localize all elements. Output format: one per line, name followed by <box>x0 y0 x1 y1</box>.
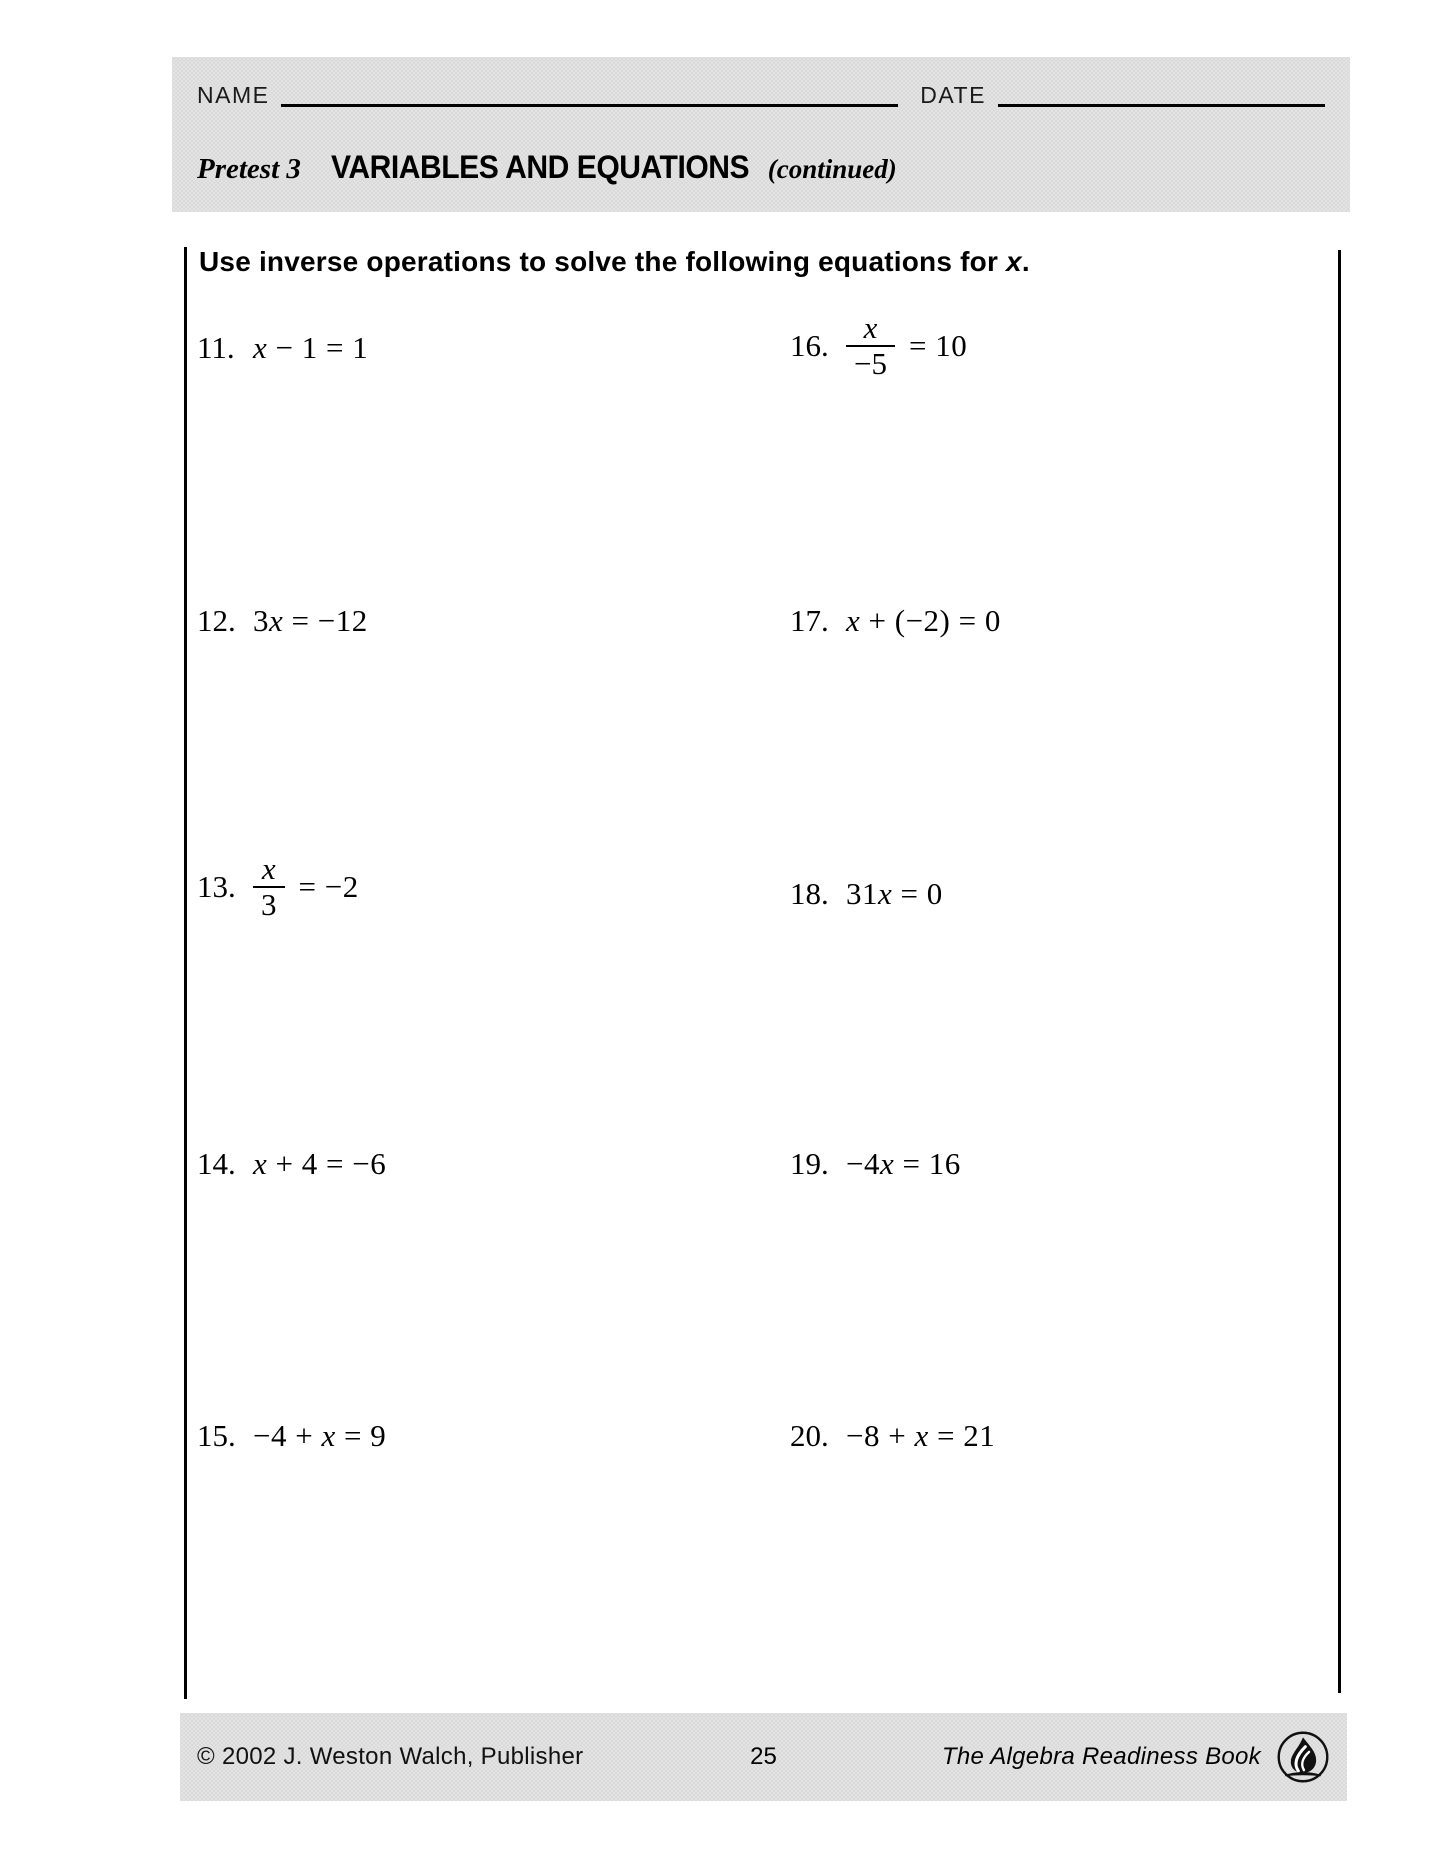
title-row <box>197 149 1325 186</box>
name-date-row <box>197 77 1325 107</box>
problem-number: 13. <box>197 869 236 905</box>
problem-equation: = 10 <box>908 328 968 364</box>
problem-14 <box>197 1146 386 1182</box>
problem-equation: −4x = 16 <box>846 1146 961 1181</box>
date-blank-line <box>998 81 1325 107</box>
name-blank-line <box>281 81 898 107</box>
problem-equation: x − 1 = 1 <box>253 330 369 365</box>
fraction-denominator: 3 <box>253 886 285 922</box>
problem-19 <box>790 1146 961 1182</box>
problem-equation: = −2 <box>298 869 359 905</box>
flame-icon <box>1275 1729 1331 1785</box>
problem-equation: −8 + x = 21 <box>846 1418 996 1453</box>
problem-18 <box>790 876 943 912</box>
problem-12 <box>197 603 368 639</box>
problem-number: 18. <box>790 876 829 911</box>
problem-equation: 31x = 0 <box>846 876 943 911</box>
problem-number: 19. <box>790 1146 829 1181</box>
fraction <box>253 853 285 921</box>
copyright-text: © 2002 J. Weston Walch, Publisher <box>197 1743 584 1770</box>
problem-number: 16. <box>790 328 829 364</box>
problem-equation: −4 + x = 9 <box>253 1418 387 1453</box>
continued-label: (continued) <box>767 154 897 184</box>
problem-number: 11. <box>197 330 235 365</box>
problem-17 <box>790 603 1001 639</box>
date-label: DATE <box>920 82 986 108</box>
right-rule <box>1338 250 1341 1693</box>
problem-number: 15. <box>197 1418 236 1453</box>
name-label: NAME <box>197 82 270 108</box>
fraction-numerator: x <box>261 851 276 886</box>
page-number: 25 <box>750 1743 777 1770</box>
problem-11 <box>197 330 368 366</box>
fraction-numerator: x <box>863 310 878 345</box>
problem-number: 14. <box>197 1146 236 1181</box>
pretest-label: Pretest 3 <box>197 153 301 185</box>
footer-band <box>180 1713 1347 1801</box>
problem-20 <box>790 1418 995 1454</box>
problem-number: 17. <box>790 603 829 638</box>
fraction-denominator: −5 <box>846 345 895 381</box>
instructions-text: Use inverse operations to solve the following equations for x. <box>199 246 1030 277</box>
left-rule <box>184 247 187 1699</box>
problem-number: 20. <box>790 1418 829 1453</box>
problem-15 <box>197 1418 386 1454</box>
problem-equation: x + 4 = −6 <box>253 1146 387 1181</box>
problem-equation: 3x = −12 <box>253 603 368 638</box>
problem-number: 12. <box>197 603 236 638</box>
page-title: VARIABLES AND EQUATIONS <box>330 149 750 185</box>
problem-16 <box>790 312 967 380</box>
problem-equation: x + (−2) = 0 <box>846 603 1001 638</box>
problem-13 <box>197 853 359 921</box>
fraction <box>846 312 895 380</box>
header-band <box>172 57 1350 212</box>
book-title: The Algebra Readiness Book <box>941 1743 1261 1770</box>
